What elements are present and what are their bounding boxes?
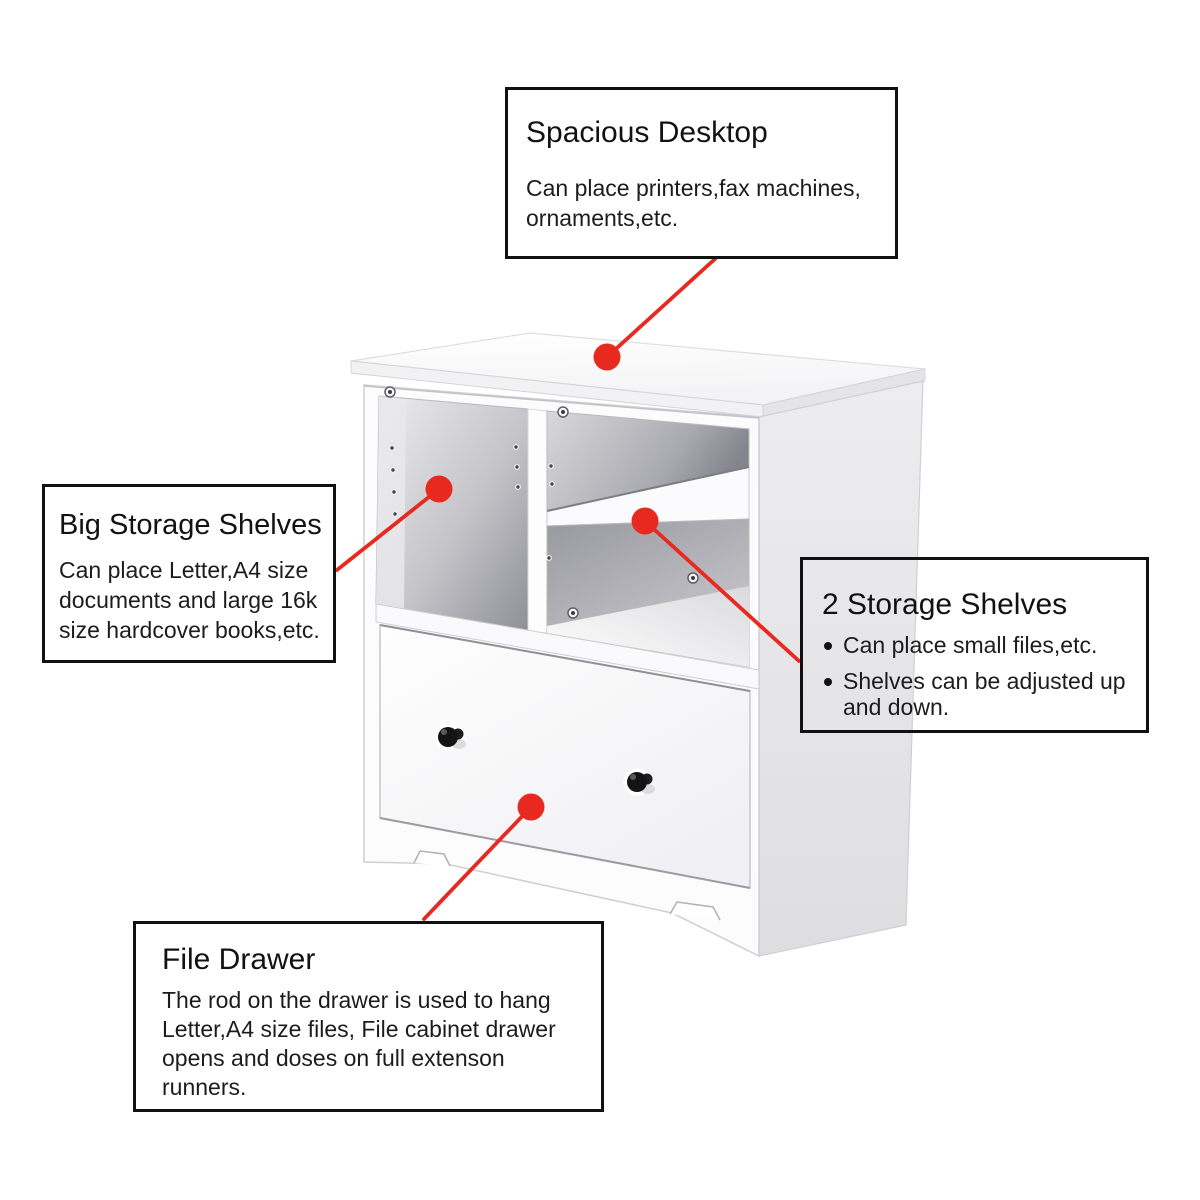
- callout-dot-big-shelves: [426, 476, 453, 503]
- callout-text-line: Can place printers,fax machines,: [526, 175, 861, 201]
- callout-text-line: ornaments,etc.: [526, 205, 679, 231]
- callout-dot-two-shelves: [632, 508, 659, 535]
- callout-box-big-storage-shelves: [42, 484, 336, 663]
- bullet-item: [822, 632, 1136, 658]
- callout-title: File Drawer: [162, 943, 316, 976]
- big-storage-left-wall: [376, 396, 406, 610]
- bullet-item: [822, 668, 1136, 720]
- callout-text-line: Can place Letter,A4 size: [59, 557, 309, 583]
- callout-box-two-storage-shelves: [800, 557, 1149, 733]
- callout-text-line: opens and doses on full extenson: [162, 1045, 505, 1071]
- callout-text-line: documents and large 16k: [59, 587, 318, 613]
- center-divider: [528, 409, 547, 633]
- callout-title: Big Storage Shelves: [59, 509, 322, 541]
- callout-text-line: Shelves can be adjusted up: [843, 668, 1126, 694]
- callout-title: 2 Storage Shelves: [822, 588, 1068, 621]
- callout-box-file-drawer: [133, 921, 604, 1112]
- callout-text-line: size hardcover books,etc.: [59, 617, 320, 643]
- callout-text-line: and down.: [843, 694, 950, 720]
- leader-line-desktop: [607, 258, 716, 357]
- callout-text-line: The rod on the drawer is used to hang: [162, 987, 551, 1013]
- callout-text-line: runners.: [162, 1074, 247, 1100]
- callout-box-spacious-desktop: [505, 87, 898, 259]
- callout-dot-desktop: [594, 344, 621, 371]
- callout-text-line: Can place small files,etc.: [843, 632, 1098, 658]
- bullet-dot: [824, 678, 832, 686]
- bullet-dot: [824, 642, 832, 650]
- callout-dot-file-drawer: [518, 794, 545, 821]
- callout-text-line: Letter,A4 size files, File cabinet drawer: [162, 1016, 556, 1042]
- callout-title: Spacious Desktop: [526, 116, 768, 149]
